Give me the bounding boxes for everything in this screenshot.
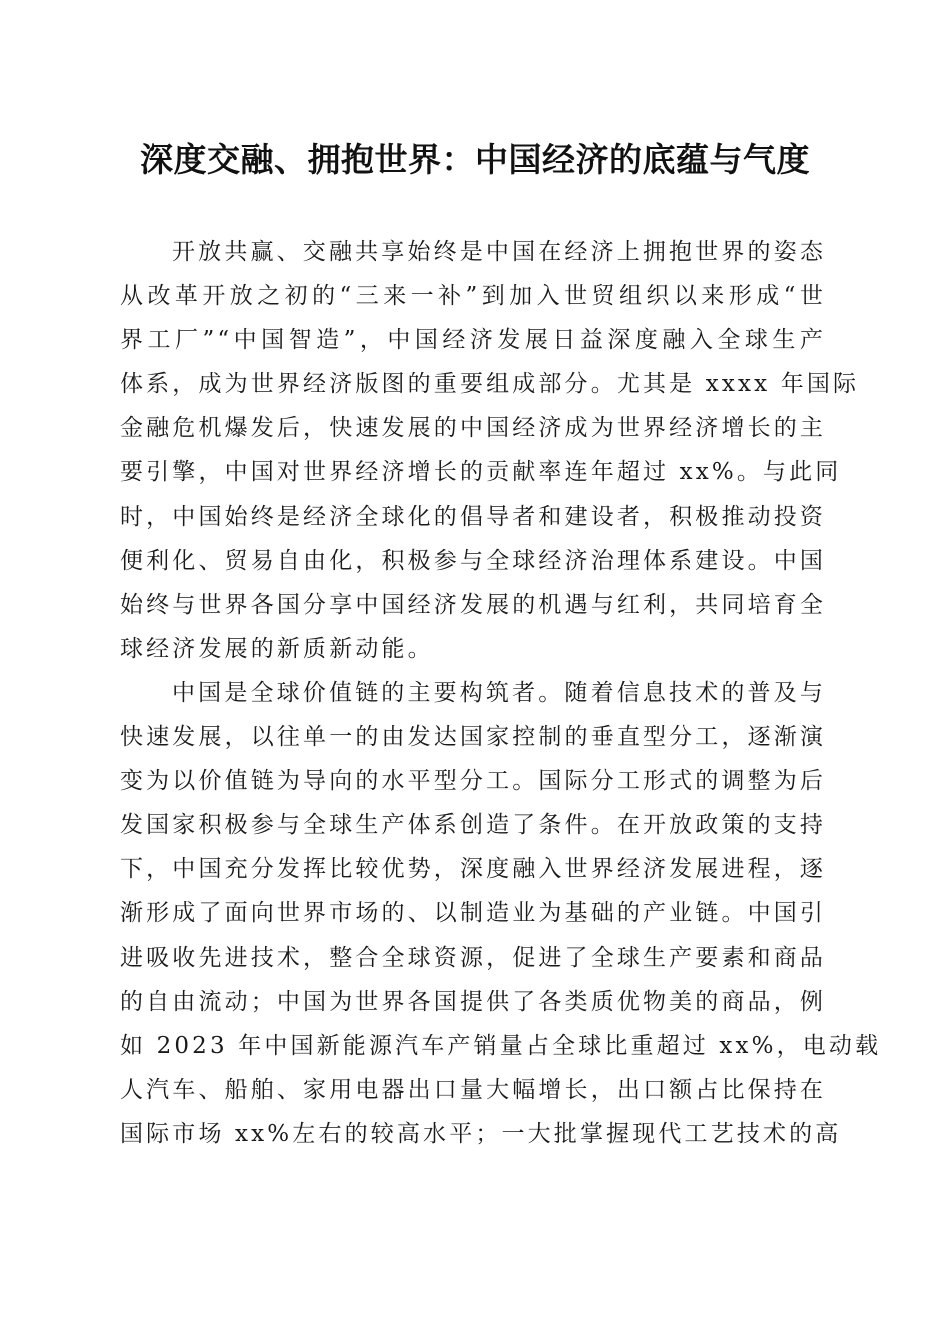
paragraph-line: 界工厂”“中国智造”，中国经济发展日益深度融入全球生产: [120, 327, 826, 354]
paragraph-line: 要引擎，中国对世界经济增长的贡献率连年超过 xx%。与此同: [120, 459, 842, 486]
paragraph-line: 开放共赢、交融共享始终是中国在经济上拥抱世界的姿态: [172, 239, 826, 265]
paragraph-line: 下，中国充分发挥比较优势，深度融入世界经济发展进程，逐: [120, 856, 827, 883]
paragraph-line: 快速发展，以往单一的由发达国家控制的垂直型分工，逐渐演: [120, 724, 827, 751]
paragraph-line: 中国是全球价值链的主要构筑者。随着信息技术的普及与: [172, 679, 826, 706]
paragraph-line: 便利化、贸易自由化，积极参与全球经济治理体系建设。中国: [120, 547, 827, 574]
paragraph-line: 渐形成了面向世界市场的、以制造业为基础的产业链。中国引: [120, 900, 827, 927]
document-body: [120, 230, 882, 1156]
paragraph-2: [120, 671, 882, 1156]
paragraph-line: 进吸收先进技术，整合全球资源，促进了全球生产要素和商品: [120, 944, 827, 971]
paragraph-line: 时，中国始终是经济全球化的倡导者和建设者，积极推动投资: [120, 503, 827, 530]
paragraph-1: [120, 230, 860, 671]
paragraph-line: 国际市场 xx%左右的较高水平；一大批掌握现代工艺技术的高: [120, 1120, 842, 1147]
paragraph-line: 发国家积极参与全球生产体系创造了条件。在开放政策的支持: [120, 812, 827, 839]
paragraph-line: 始终与世界各国分享中国经济发展的机遇与红利，共同培育全: [120, 591, 827, 618]
paragraph-line: 球经济发展的新质新动能。: [120, 635, 434, 662]
paragraph-line: 人汽车、船舶、家用电器出口量大幅增长，出口额占比保持在: [120, 1076, 827, 1103]
paragraph-line: 的自由流动；中国为世界各国提供了各类质优物美的商品，例: [120, 988, 827, 1015]
paragraph-line: 变为以价值链为导向的水平型分工。国际分工形式的调整为后: [120, 768, 827, 795]
paragraph-line: 如 2023 年中国新能源汽车产销量占全球比重超过 xx%，电动载: [120, 1032, 882, 1059]
paragraph-line: 金融危机爆发后，快速发展的中国经济成为世界经济增长的主: [120, 415, 827, 442]
paragraph-line: 体系，成为世界经济版图的重要组成部分。尤其是 xxxx 年国际: [120, 371, 860, 398]
document-title: 深度交融、拥抱世界：中国经济的底蕴与气度: [140, 140, 810, 179]
paragraph-line: 从改革开放之初的“三来一补”到加入世贸组织以来形成“世: [120, 283, 826, 310]
